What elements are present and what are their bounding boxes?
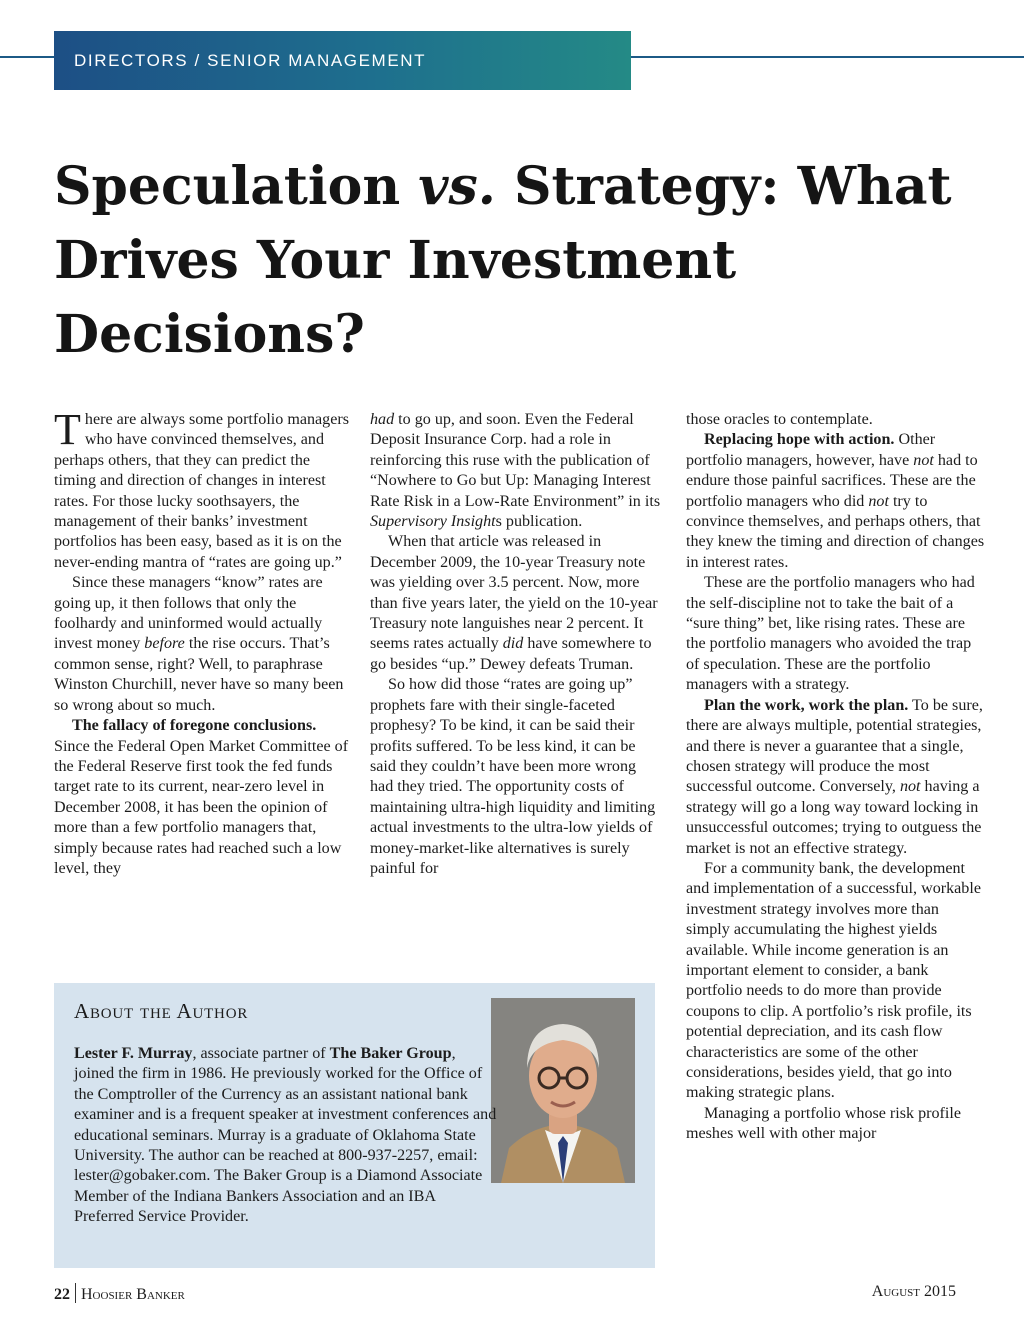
title-part-2: Strategy: What Drives Your Investment Decisions? xyxy=(54,156,952,365)
title-part-1: Speculation xyxy=(54,156,419,217)
magazine-name: Hoosier Banker xyxy=(81,1286,185,1303)
author-bio: Lester F. Murray, associate partner of The Baker Group, joined the firm in 1986. He previously worked for the Office of the Comptroller of the Currency as an assistant national bank examiner and is a frequent speaker at investment conferences and educational seminars. Murray is a graduate of Oklahoma State University. The author can be reached at 800-937-2257, email: lester@gobaker.com. The Baker Group is a Diamond Associate Member of the Indiana Bankers Association and an IBA Preferred Service Provider. xyxy=(74,1044,639,1228)
paragraph: Managing a portfolio whose risk profile meshes well with other major xyxy=(686,1104,961,1143)
paragraph: The fallacy of foregone conclusions. Since the Federal Open Market Committee of the Federal Reserve first took the fed funds target rate to its current, near-zero level in December 2008, it has been the opinion of more than a few portfolio managers that, simply because rates had reached such a low level, they xyxy=(54,717,349,877)
subheading: Replacing hope with action. xyxy=(704,431,895,449)
subheading: The fallacy of foregone conclusions. xyxy=(72,717,317,735)
section-label: DIRECTORS / SENIOR MANAGEMENT xyxy=(74,50,427,70)
paragraph: had to go up, and soon. Even the Federal Deposit Insurance Corp. had a role in reinforcing this ruse with the publication of “Nowhere to Go but Up: Managing Interest Rate Risk in a Low-Rate Environment” in its Supervisory Insights publication. xyxy=(370,411,661,531)
title-vs: vs. xyxy=(418,156,496,217)
article-column-2 xyxy=(370,410,662,879)
paragraph: So how did those “rates are going up” prophets fare with their single-faceted prophesy? To be kind, it can be said their profits suffered. To be less kind, it can be said they couldn’t have been more wrong had they tried. The opportunity costs of maintaining ultra-high liquidity and limiting actual investments to the ultra-low yields of money-market-like alternatives is surely painful for xyxy=(370,676,656,877)
paragraph: For a community bank, the development and implementation of a successful, workable investment strategy involves more than simply accumulating the highest yields available. While income generation is an important element to consider, a bank portfolio needs to do more than provide coupons to clip. A portfolio’s risk profile, its potential depreciation, and its cash flow characteristics are some of the other considerations, besides yield, that go into making strategic plans. xyxy=(686,859,981,1102)
author-name: Lester F. Murray xyxy=(74,1045,193,1062)
paragraph: those oracles to contemplate. xyxy=(686,411,873,428)
about-author-heading: About the Author xyxy=(74,999,249,1023)
drop-cap: T xyxy=(54,405,81,454)
page-number: 22 xyxy=(54,1286,70,1303)
paragraph: These are the portfolio managers who had the self-discipline not to take the bait of a “sure thing” bet, like rising rates. These are the portfolio managers who avoided the trap of speculation. These are the portfolio managers with a strategy. xyxy=(686,574,975,694)
paragraph: There are always some portfolio managers who have convinced themselves, and perhaps others, that they can predict the timing and direction of changes in interest rates. For those lucky soothsayers, the management of their banks’ investment portfolios has been easy, based as it is on the never-ending mantra of “rates are going up.” xyxy=(54,405,349,571)
footer-divider xyxy=(75,1283,76,1303)
issue-date: August 2015 xyxy=(871,1283,956,1300)
header-rule-right xyxy=(631,56,1024,58)
paragraph: When that article was released in December 2009, the 10-year Treasury note was yielding over 3.5 percent. Now, more than five years later, the yield on the 10-year Treasury note languishes near 2 percent. It seems rates actually did have somewhere to go besides “up.” Dewey defeats Truman. xyxy=(370,533,658,673)
header-rule-left xyxy=(0,56,54,58)
section-banner xyxy=(54,31,631,90)
paragraph: Plan the work, work the plan. To be sure, there are always multiple, potential strategies, and there is never a guarantee that a single, chosen strategy will produce the most successful outcome. Conversely, not having a strategy will go a long way toward locking in unsuccessful outcomes; trying to outguess the market is not an effective strategy. xyxy=(686,696,983,857)
footer-folio xyxy=(54,1283,185,1304)
subheading: Plan the work, work the plan. xyxy=(704,696,909,714)
author-firm: The Baker Group xyxy=(329,1045,452,1062)
article-column-3 xyxy=(686,410,986,1145)
about-author-box xyxy=(54,983,655,1268)
photo-space xyxy=(497,1044,639,1196)
article-column-1 xyxy=(54,405,352,879)
paragraph: Since these managers “know” rates are going up, it then follows that only the foolhardy and uninformed would actually invest money before the rise occurs. That’s common sense, right? Well, to paraphrase Winston Churchill, never have so many been so wrong about so much. xyxy=(54,574,344,714)
article-title xyxy=(54,150,974,372)
paragraph: Replacing hope with action. Other portfolio managers, however, have not had to endure those painful sacrifices. These are the portfolio managers who did not try to convince themselves, and perhaps others, that they knew the timing and direction of changes in interest rates. xyxy=(686,431,985,571)
